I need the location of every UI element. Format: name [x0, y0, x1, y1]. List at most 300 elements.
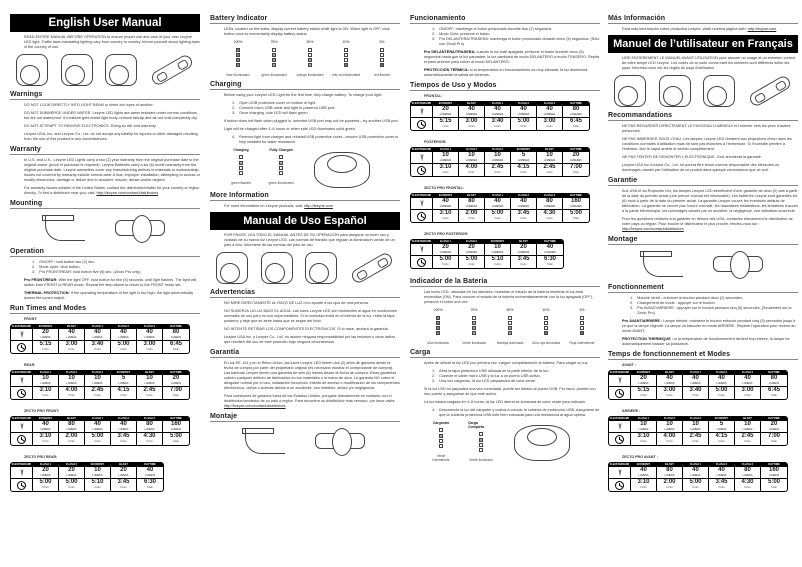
clock-icon [609, 433, 631, 445]
clock-icon [411, 210, 433, 222]
warranty-text: Aux USA et au Royaume Uni, les lampes Lezyne LED bénéficient d’une garantie de deux (2) ans à partir de la date du premier achat (une preuve d’achat est nécessaire). Les batteries Lezyne sont garanties six (6) mois à partir de la date du premier achat. La garantie Lezyne couvre les éventuels défauts de fabrication. La garantie ne couvre pas l’usure normale, les mauvaises installations, les tentatives d’accès à la partie électronique, les dommages causés par un accident, la négligence, une utilisation incorrecte. [622, 189, 798, 213]
lumens-cell: 20 LUMENS [761, 421, 787, 433]
runtime-cell: 4:15 h:min [111, 387, 137, 399]
battery-indicator-diagram [220, 40, 400, 77]
battery-level: 50% Naranja iluminada [496, 308, 524, 345]
header-cell: FLEXSTANDARD [411, 148, 432, 151]
table-row-runtime [11, 479, 163, 491]
header-cell: FLEXSTANDARD [609, 417, 630, 420]
header-cell: FLEXSTANDARD [411, 102, 432, 105]
lumens-cell: 20 LUMENS [163, 375, 189, 387]
operation-step: 1. ON/OFF: hold button two (2) sec. [32, 260, 96, 264]
light-illustration-2 [61, 54, 93, 86]
runtime-cell: 6:45 h:min [169, 341, 182, 351]
operation-steps [432, 27, 600, 47]
runtime-cell: 3:10 h:min [433, 164, 459, 176]
mode-header: FLASH 1 [85, 417, 111, 421]
table-row-lumens [609, 375, 787, 387]
runtime-cell: 3:00 h:min [137, 341, 163, 353]
mode-header: ECONOMY [33, 325, 59, 329]
runtime-cell: 3:40 h:min [85, 341, 111, 353]
runtime-cell: 3:40 h:min [485, 118, 511, 130]
runtime-table [10, 416, 190, 446]
french-intro: LIRE ENTIEREMENT LE MANUEL AVANT UTILISATION pour assurer un usage et un entretien correct de votre lampe LED Lezyne. Les codes de la route concernant les lumières sont différents selon les pays. Informez-vous sur les règles du pays d’utilisation. [622, 56, 796, 70]
light-illustration-3 [703, 75, 735, 107]
spanish-intro: POR FAVOR, LEA TODO EL MANUAL ANTES DE SU OPERACIÓN para asegurar un buen uso y cuidado de su nueva luz Lezyne LED. Las normas de tránsito que regulan la iluminación varían de un país a otro. Infórmese de las normas del país de uso. [224, 232, 395, 247]
lumens-cell: 10 LUMENS [631, 421, 657, 433]
lumens-cell: 10 LUMENS [137, 375, 163, 387]
mode-header: ECONOMY [511, 148, 537, 152]
runtime-cell: 5:15 h:min [33, 341, 59, 353]
charging-steps [432, 369, 600, 384]
runtime-cell: 5:00 h:min [709, 387, 735, 399]
runtime-cell: 6:30 h:min [143, 479, 156, 489]
light-illustration-3 [105, 54, 137, 86]
header-cell: FLEXSTANDARD [11, 463, 32, 466]
light-burst-icon: \|/ [11, 467, 33, 479]
header-cell: FLEXSTANDARD [11, 417, 32, 420]
runtime-table-zecto-rear [10, 462, 200, 497]
mode-header: FLASH 2 [709, 371, 735, 375]
clock-icon [411, 118, 433, 130]
column-french [608, 0, 798, 567]
battery-level: 100% Azul iluminada [427, 308, 449, 345]
lumens-cell: 20 LUMENS [59, 467, 85, 479]
runtime-cell: 5:00 h:min [459, 256, 485, 268]
column-english-2 [210, 0, 400, 567]
mode-header: FLASH 2 [459, 148, 485, 152]
mode-header: FLASH 2 [511, 102, 537, 106]
operation-steps [630, 296, 798, 316]
lumens-cell: 80 LUMENS [657, 467, 683, 479]
mode-header: DAYTIME [563, 194, 589, 198]
garantia-heading: Garantía [210, 349, 400, 358]
charging-intro: Before using your Lezyne LED Light for the first time, fully charge battery. To charge your light: [224, 92, 383, 97]
lezyne-link[interactable]: http://lezyne.com [304, 203, 333, 208]
lumens-cell: 10 LUMENS [33, 375, 59, 387]
warning-item: Lezyne USA, Inc. and Lezyne Co., Ltd. do not accept any liability for injuries or other damages resulting from the use of this product in any circumstances. [24, 132, 198, 141]
warranty-heading: Warranty [10, 146, 200, 155]
fonctionnement-heading: Fonctionnement [608, 284, 798, 293]
clock-icon [609, 387, 631, 399]
light-burst-icon: \|/ [411, 244, 433, 256]
english-intro: READ ENTIRE MANUAL BEFORE OPERATION to ensure proper use and care of your new Lezyne LED light. Traffic laws mandating lighting vary from country to country. Inform yourself about lighting laws in the country of use. [24, 35, 200, 49]
runtime-cell: 4:15 h:min [709, 433, 735, 445]
lumens-cell: 10 LUMENS [683, 421, 709, 433]
runtime-table-rear [10, 370, 200, 405]
mode-header: FLASH 1 [433, 148, 459, 152]
lumens-cell: 40 LUMENS [137, 329, 163, 341]
mount-bar-illustration [115, 220, 165, 236]
charging-step: 2. Conecte el cable micro USB y la luz a un puerto USB activo. [432, 373, 541, 378]
warranty-text: Para cuestiones de garantía fuera de los Estados Unidos, póngase directamente en contacto con el distribuidor/vendedor de su país o región. Para encontrar su distribuidor más cercano, por favor visite: http://lezyne.com/contact/distributors [224, 393, 396, 408]
lezyne-link[interactable]: http://lezyne.com [747, 27, 777, 31]
lumens-cell: 40 LÚMENES [459, 106, 485, 118]
runtime-cell: 5:00 h:min [511, 118, 537, 130]
table-row-runtime [411, 256, 563, 268]
warranty-contact-text: For warranty issues outside of the United States, contact the distributor/retailer for your country or region directly. To find a distributor near you, visit: [24, 186, 200, 195]
charged-state: Fully Charged green illuminated [268, 147, 294, 185]
runtime-table [410, 239, 564, 269]
light-illustration-3 [305, 252, 337, 284]
lumens-cell: 40 LÚMENES [433, 198, 459, 210]
mode-header: FLASH 1 [485, 102, 511, 106]
mode-header: BLAST [459, 102, 485, 106]
table-row-lumens [411, 244, 563, 256]
mode-header: BLAST [657, 463, 683, 467]
lumens-cell: 5 LUMENS [111, 375, 137, 387]
charging-step: 2. Connect micro USB cable and light to powered USB port. [232, 105, 336, 110]
more-info-text: For more information on Lezyne products, visit: http://lezyne.com [224, 203, 333, 208]
table-row-runtime [609, 387, 787, 399]
warranty-text [24, 186, 200, 196]
lumens-cell: 10 LUMENS [85, 375, 111, 387]
battery-level: 5% red flashes [373, 40, 391, 77]
runtime-cell: 5:15 h:min [631, 387, 657, 399]
charging-steps [232, 101, 400, 116]
lumens-cell: 160 LUMENS [761, 467, 787, 479]
tiempos-heading: Tiempos de Uso y Modos [410, 82, 600, 91]
runtime-cell: 3:00 h:min [735, 387, 761, 399]
light-burst-icon: \|/ [609, 375, 631, 387]
lumens-cell: 10 LÚMENES [433, 152, 459, 164]
battery-level: 75% Verde iluminada [462, 308, 486, 345]
lumens-cell: 20 LUMENS [33, 467, 59, 479]
zecto-front-label: ZECTO PRO AVANT : [622, 455, 658, 459]
mount-strap-illustration [643, 251, 683, 277]
battery-level: 75% green illuminated [261, 40, 287, 77]
lumens-cell: 20 LÚMENES [433, 244, 459, 256]
runtime-cell: 2:00 h:min [459, 210, 485, 222]
charging-step-4: 4. Desconecte la luz del cargador y vuelva a colocar la cubierta de protección USB. Asegúrese de que la cubierta protectora USB esté bien colocada para una resistencia al agua óptima. [432, 407, 600, 417]
light-burst-icon: \|/ [609, 421, 631, 433]
lumens-cell: 10 LUMENS [59, 375, 85, 387]
charging-step: 3. Once charging, side LED will flash green. [232, 110, 309, 115]
lumens-cell: 80 LÚMENES [537, 198, 563, 210]
warning-item: NE PAS REGARDER DIRECTEMENT LE FAISCEAU LUMINEUX et l’orienter vers les yeux d’autres personnes. [622, 124, 791, 133]
warning-item: NO MIRE DIRECTAMENTE AL RAYO DE LUZ ni lo apunte a los ojos de otra persona. [224, 300, 369, 305]
mode-header: FLASH 2 [511, 194, 537, 198]
lumens-cell: 80 LÚMENES [459, 198, 485, 210]
lumens-cell: 80 LUMENS [163, 329, 189, 341]
runtime-cell: 5:00 h:min [767, 479, 780, 489]
light-burst-icon: \|/ [11, 375, 33, 387]
lumens-cell: 40 LÚMENES [511, 198, 537, 210]
warning-item: DO NOT ATTEMPT TO REMOVE ELECTRONICS. Doing so will void warranty. [24, 124, 157, 128]
runtime-cell: 2:45 h:min [537, 164, 563, 176]
warranty-text: Pour les questions relatives à la garantie en dehors des USA, contactez directement le distributeur de votre pays ou région. Pour trouver le distributeur le plus proche, rendez-vous sur : http://lezyne.com/contact/distributors [622, 217, 793, 231]
table-row-runtime [11, 433, 189, 445]
runtime-table [410, 101, 590, 131]
indicador-heading: Indicador de la Batería [410, 278, 600, 287]
lumens-cell: 5 LUMENS [709, 421, 735, 433]
mode-header: BLAST [111, 463, 137, 467]
mode-header: ECONOMY [433, 194, 459, 198]
lumens-cell: 10 LUMENS [85, 467, 111, 479]
charging-note: Si la luz LED no parpadea una vez conectada, puede ser debido al puerto USB. Por favor, pruebe con otro puerto y asegúrese de que esté activo. [424, 386, 596, 396]
front-label: FRONT: [24, 317, 38, 321]
mounting-illustration [210, 425, 400, 457]
runtime-cell: 2:45 h:min [485, 164, 511, 176]
lumens-cell: 80 LUMENS [761, 375, 787, 387]
product-illustrations-fr [608, 74, 798, 108]
mode-header: ECONOMY [111, 371, 137, 375]
mode-header: FLASH 2 [59, 371, 85, 375]
operation-heading: Operation [10, 248, 200, 257]
charged-state: Carga Completa Verde iluminado [468, 420, 493, 462]
mode-header: DAYTIME [761, 371, 787, 375]
operation-step: 1. ON/OFF: mantenga el botón presionado durante dos (2) segundos. [432, 27, 553, 31]
runtime-cell: 3:10 h:min [631, 433, 657, 445]
lumens-cell: 80 LUMENS [59, 421, 85, 433]
table-row-lumens [11, 467, 163, 479]
runtime-cell: 5:10 h:min [85, 479, 111, 491]
runtime-cell: 5:00 h:min [33, 479, 59, 491]
mode-header: BLAST [537, 148, 563, 152]
table-row-runtime [609, 433, 787, 445]
runtime-table [10, 462, 164, 492]
charging-step: 3. Una vez cargando, la luz LED parpadeará de color verde. [432, 378, 537, 383]
light-burst-icon: \|/ [609, 467, 631, 479]
mode-header: FLASH 3 [735, 371, 761, 375]
runtime-cell: 5:00 h:min [111, 341, 137, 353]
runtime-cell: 2:45 h:min [683, 433, 709, 445]
mode-header: FLASH 3 [485, 148, 511, 152]
mode-header: FLASH 1 [485, 194, 511, 198]
clock-icon [411, 256, 433, 268]
mode-header: FLASH 3 [537, 102, 563, 106]
lumens-cell: 20 LÚMENES [433, 106, 459, 118]
mounting-illustration [10, 212, 200, 244]
battery-level: 50% orange illuminated [296, 40, 324, 77]
mode-header: BLAST [59, 325, 85, 329]
runtime-table [410, 193, 590, 223]
charging-note: If button does not flash when plugged in, selected USB port may not be powered—try another USB port. [224, 118, 399, 123]
rear-label: POSTERIOR: [424, 140, 447, 144]
rear-label: REAR: [24, 363, 36, 367]
runtime-cell: 5:00 h:min [59, 479, 85, 491]
lumens-cell: 40 LUMENS [33, 421, 59, 433]
runtime-cell: 3:40 h:min [683, 387, 709, 399]
runtimes-heading: Run Times and Modes [10, 305, 200, 314]
runtime-cell: 6:30 h:min [543, 256, 556, 266]
strap-illustration [149, 53, 194, 87]
operation-step: 1. Marche /Arrêt : enfoncer le bouton pendant deux (2) secondes. [630, 296, 743, 300]
runtime-cell: 6:45 h:min [767, 387, 780, 397]
runtime-cell: 6:45 h:min [569, 118, 582, 128]
mode-header: FLASH 3 [137, 417, 163, 421]
spanish-title-banner: Manual de Uso Español [210, 212, 400, 230]
light-illustration-2 [659, 75, 691, 107]
table-row-lumens [609, 467, 787, 479]
runtime-cell: 4:30 h:min [537, 210, 563, 222]
light-burst-icon: \|/ [11, 329, 33, 341]
runtime-cell: 4:00 h:min [59, 387, 85, 399]
header-cell: FLEXSTANDARD [609, 371, 630, 374]
runtime-table-zecto-rear [410, 239, 600, 274]
runtime-cell: 4:30 h:min [735, 479, 761, 491]
clock-icon [11, 433, 33, 445]
battery-level: 100% blue illuminated [226, 40, 250, 77]
runtime-cell: 3:00 h:min [459, 118, 485, 130]
table-row-lumens [11, 375, 189, 387]
runtime-cell: 4:15 h:min [511, 164, 537, 176]
lumens-cell: 10 LÚMENES [459, 152, 485, 164]
clock-icon [11, 387, 33, 399]
more-info-text: Para más información sobre productos Lezyne, visite nuestra página web: http://lezyne.com [622, 27, 777, 31]
light-burst-icon: \|/ [411, 152, 433, 164]
table-row-runtime [11, 341, 189, 353]
runtime-table-rear [410, 147, 600, 182]
table-row-lumens [411, 106, 589, 118]
mode-header: DAYTIME [761, 417, 787, 421]
battery-level: 10% only red illuminated [331, 40, 361, 77]
header-cell: FLEXSTANDARD [11, 325, 32, 328]
lumens-cell: 20 LÚMENES [511, 244, 537, 256]
mode-header: FLASH 3 [537, 194, 563, 198]
mode-header: DAYTIME [761, 463, 787, 467]
pro-note: Pro DELANTERA/TRASERA: cuando la luz esté apagada, presione el botón durante cinco (5) segundos hasta que la luz parpadee; la luz cambiará de modo DELANTERO a modo TRASERO. Repita el paso anterior para volver al modo DELANTERO. [424, 50, 600, 64]
mode-header: BLAST [59, 417, 85, 421]
product-illustrations [10, 53, 200, 87]
mode-header: DAYTIME [563, 148, 589, 152]
operation-steps [32, 260, 200, 275]
operation-step: 3. Pro DELANTERA/TRASERA: mantenga el botón presionado durante cinco (5) segundos. (Sólo con Zecto Pro) [432, 37, 600, 46]
warranty-text: In U.S. and U.K., Lezyne LED Lights carry a two (2) year warranty from the original purchase date to the original owner (proof of purchase is required). Lezyne Batteries carry a six (6) month warranty from the original purchase date. Lezyne warranties cover any manufacturing defects in materials or workmanship. Issues not covered by warranty include normal wear & tear, improper installation, attempting to access or modify electronics, damage or failure due to accident, misuse, abuse and/or neglect. [24, 158, 201, 182]
runtime-cell: 7:00 h:min [169, 387, 182, 397]
mounting-heading: Mounting [10, 200, 200, 209]
mode-header: FLASH 1 [683, 371, 709, 375]
distributors-link[interactable]: http://lezyne.com/contact/distributors [622, 227, 684, 231]
mode-header: FLASH 3 [683, 417, 709, 421]
thermal-note: PROTECCIÓN TÉRMICA: si la temperatura en funcionamiento es muy elevada, la luz disminuirá automáticamente la salida de lúmenes. [424, 68, 588, 77]
strap-illustration [349, 251, 394, 285]
runtime-table-front [10, 324, 200, 359]
table-row-lumens [11, 329, 189, 341]
runtime-cell: 3:10 h:min [433, 210, 459, 222]
warning-item: Lezyne USA Inc. y Lezyne Co., Ltd. no asume ninguna responsabilidad por las lesiones u otros daños que resulten del uso de este producto bajo ninguna circunstancia. [224, 334, 396, 344]
lumens-cell: 40 LÚMENES [485, 198, 511, 210]
runtime-cell: 2:45 h:min [137, 387, 163, 399]
runtime-table-rear [608, 416, 798, 451]
mode-header: ECONOMY [631, 463, 657, 467]
distributors-link[interactable]: http://lezyne.com/contact/distributors [224, 403, 286, 408]
battery-indicator-diagram [420, 308, 600, 345]
column-spanish [410, 0, 600, 567]
zecto-rear-label: ZECTO PRO POSTERIOR: [424, 232, 469, 236]
runtime-table-zecto-front [608, 462, 798, 497]
thermal-note: THERMAL PROTECTION: If the operating temperature of the light is too high, the light automatically lowers the lumen output. [24, 291, 194, 300]
mode-header: FLASH 1 [631, 417, 657, 421]
operation-step: 2. Mode cycle: click button. [32, 265, 81, 269]
lumens-cell: 40 LUMENS [631, 467, 657, 479]
thermal-note: PROTECTION THERMIQUE : si la température de fonctionnement devient trop élevée, la lampe va automatiquement baisser sa puissance. [622, 337, 790, 346]
temps-heading: Temps de fonctionnement et Modes [608, 351, 798, 360]
mode-header: FLASH 3 [137, 325, 163, 329]
lumens-cell: 5 LÚMENES [511, 152, 537, 164]
light-illustration-1 [614, 75, 646, 107]
distributors-link[interactable]: http://lezyne.com/contact/distributors [96, 191, 159, 195]
lumens-cell: 20 LUMENS [631, 375, 657, 387]
charging-step: 1. Abra la tapa protectora USB ubicada en la parte inferior de la luz. [432, 368, 549, 373]
zecto-rear-label: ZECTO PRO REAR: [24, 455, 58, 459]
table-row-runtime [411, 118, 589, 130]
mount-strap-illustration [45, 215, 85, 241]
runtime-cell: 5:00 h:min [683, 479, 709, 491]
runtime-cell: 3:45 h:min [111, 479, 137, 491]
warning-item: NO SUMERJA LA LUZ BAJO EL AGUA. Las luces Lezyne LED son resistentes al agua en condiciones normales de uso pero no son impermeables. Si la humedad entra en el interior de la luz, retire la tapa posterior y deje que se airee hasta que se seque del todo. [224, 308, 397, 323]
table-row-runtime [411, 164, 589, 176]
operation-step: 2. Changement de mode : appuyer sur le bouton. [630, 301, 716, 305]
lumens-cell: 40 LÚMENES [511, 106, 537, 118]
table-row-lumens [411, 198, 589, 210]
header-cell: FLEXSTANDARD [11, 371, 32, 374]
runtime-table-zecto-front [10, 416, 200, 451]
mode-header: FLASH 1 [85, 325, 111, 329]
mode-header: ECONOMY [33, 417, 59, 421]
mode-header: ECONOMY [85, 463, 111, 467]
charging-state: Charging green flashes [231, 147, 251, 185]
runtime-cell: 3:45 h:min [511, 210, 537, 222]
runtime-cell: 3:45 h:min [709, 479, 735, 491]
mode-header: FLASH 2 [657, 417, 683, 421]
runtime-cell: 5:00 h:min [569, 210, 582, 220]
product-illustrations-es [210, 251, 400, 285]
battery-text: LEDs, located on the sides, display current battery status while light is ON. When light is OFF, click button once to momentarily display battery status. [224, 27, 390, 36]
header-cell: FLEXSTANDARD [609, 463, 630, 466]
lumens-cell: 160 LUMENS [163, 421, 189, 433]
warning-item: NE PAS IMMERGER SOUS L’EAU. Les lampes Lezyne LED résistent aux projections d’eau dans les conditions normales d’utilisation mais ne sont pas étanches à l’immersion. Si l’humidité pénètre à l’intérieur, ôter le capot arrière et sécher complètement. [622, 137, 792, 151]
runtime-cell: 5:00 h:min [485, 210, 511, 222]
strap-illustration [747, 74, 792, 108]
table-row-lumens [11, 421, 189, 433]
runtime-table [608, 416, 788, 446]
advertencias-heading: Advertencias [210, 289, 400, 298]
header-cell: FLEXSTANDARD [411, 194, 432, 197]
mode-header: FLASH 2 [111, 325, 137, 329]
light-charging-illustration [514, 425, 570, 461]
lumens-cell: 10 LÚMENES [537, 152, 563, 164]
runtime-cell: 2:00 h:min [59, 433, 85, 445]
mode-header: FLASH 2 [111, 417, 137, 421]
mode-header: FLASH 2 [59, 463, 85, 467]
runtime-cell: 5:00 h:min [85, 433, 111, 445]
runtime-cell: 3:10 h:min [33, 433, 59, 445]
mode-header: FLASH 3 [85, 371, 111, 375]
clock-icon [609, 479, 631, 491]
montaje-heading: Montaje [210, 413, 400, 422]
runtime-cell: 2:00 h:min [657, 479, 683, 491]
mode-header: DAYTIME [563, 102, 589, 106]
operation-step: 3. Pro AVANT/ARRIERE : appuyer sur le bouton pendant cinq (5) secondes. (Seulement sur la Zecto Pro) [630, 306, 792, 315]
zecto-front-label: ZECTO PRO FRONT: [24, 409, 60, 413]
warning-item: DO NOT SUBMERGE UNDER WATER. Lezyne LED lights are water resistant under normal conditions, but are not waterproof. If moisture gets inside light body, remove tailcap and air-out until completely dry. [24, 111, 199, 120]
garantie-heading: Garantie [608, 177, 798, 186]
table-row-runtime [11, 387, 189, 399]
lumens-cell: 10 LUMENS [735, 421, 761, 433]
lumens-cell: 40 LUMENS [735, 375, 761, 387]
runtime-cell: 5:00 h:min [433, 256, 459, 268]
mode-header: BLAST [735, 417, 761, 421]
column-english-1 [10, 0, 200, 567]
table-row-lumens [411, 152, 589, 164]
lumens-cell: 80 LUMENS [735, 467, 761, 479]
mount-bar-illustration [315, 433, 365, 449]
operation-step: 3. Pro FRONT/REAR: hold button five (5) sec. (Zecto Pro only) [32, 270, 141, 274]
mode-header: DAYTIME [163, 417, 189, 421]
clock-icon [11, 479, 33, 491]
mode-header: DAYTIME [163, 371, 189, 375]
